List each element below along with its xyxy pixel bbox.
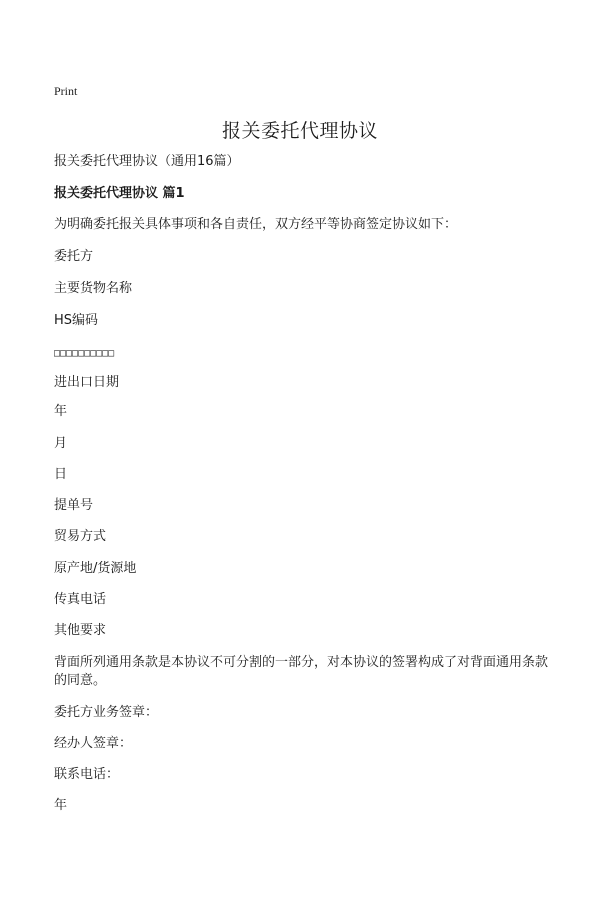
field-label-month: 月 <box>54 436 68 451</box>
field-label-client: 委托方 <box>54 249 94 264</box>
field-label-goods-name: 主要货物名称 <box>54 281 133 296</box>
signature-handler-seal: 经办人签章： <box>54 736 133 751</box>
terms-note: 背面所列通用条款是本协议不可分割的一部分，对本协议的签署构成了对背面通用条款的同意。 <box>54 655 549 688</box>
field-label-trade-mode: 贸易方式 <box>54 529 107 544</box>
document-subtitle: 报关委托代理协议（通用16篇） <box>54 154 240 169</box>
field-label-other-requirements: 其他要求 <box>54 623 107 638</box>
field-label-hs-code: HS编码 <box>54 313 99 328</box>
hs-code-boxes: □□□□□□□□□□ <box>54 348 115 359</box>
signature-contact-phone: 联系电话： <box>54 767 120 782</box>
page-title: 报关委托代理协议 <box>221 120 378 142</box>
signature-year: 年 <box>54 798 68 813</box>
print-link[interactable]: Print <box>54 84 78 98</box>
field-label-bill-of-lading: 提单号 <box>54 498 94 513</box>
field-label-import-export-date: 进出口日期 <box>54 375 120 390</box>
signature-client-seal: 委托方业务签章： <box>54 705 159 720</box>
field-label-day: 日 <box>54 467 68 482</box>
field-label-origin: 原产地/货源地 <box>54 561 137 576</box>
intro-paragraph: 为明确委托报关具体事项和各自责任，双方经平等协商签定协议如下： <box>54 217 458 232</box>
field-label-fax-phone: 传真电话 <box>54 592 107 607</box>
field-label-year: 年 <box>54 404 68 419</box>
section-heading: 报关委托代理协议 篇1 <box>54 186 185 201</box>
